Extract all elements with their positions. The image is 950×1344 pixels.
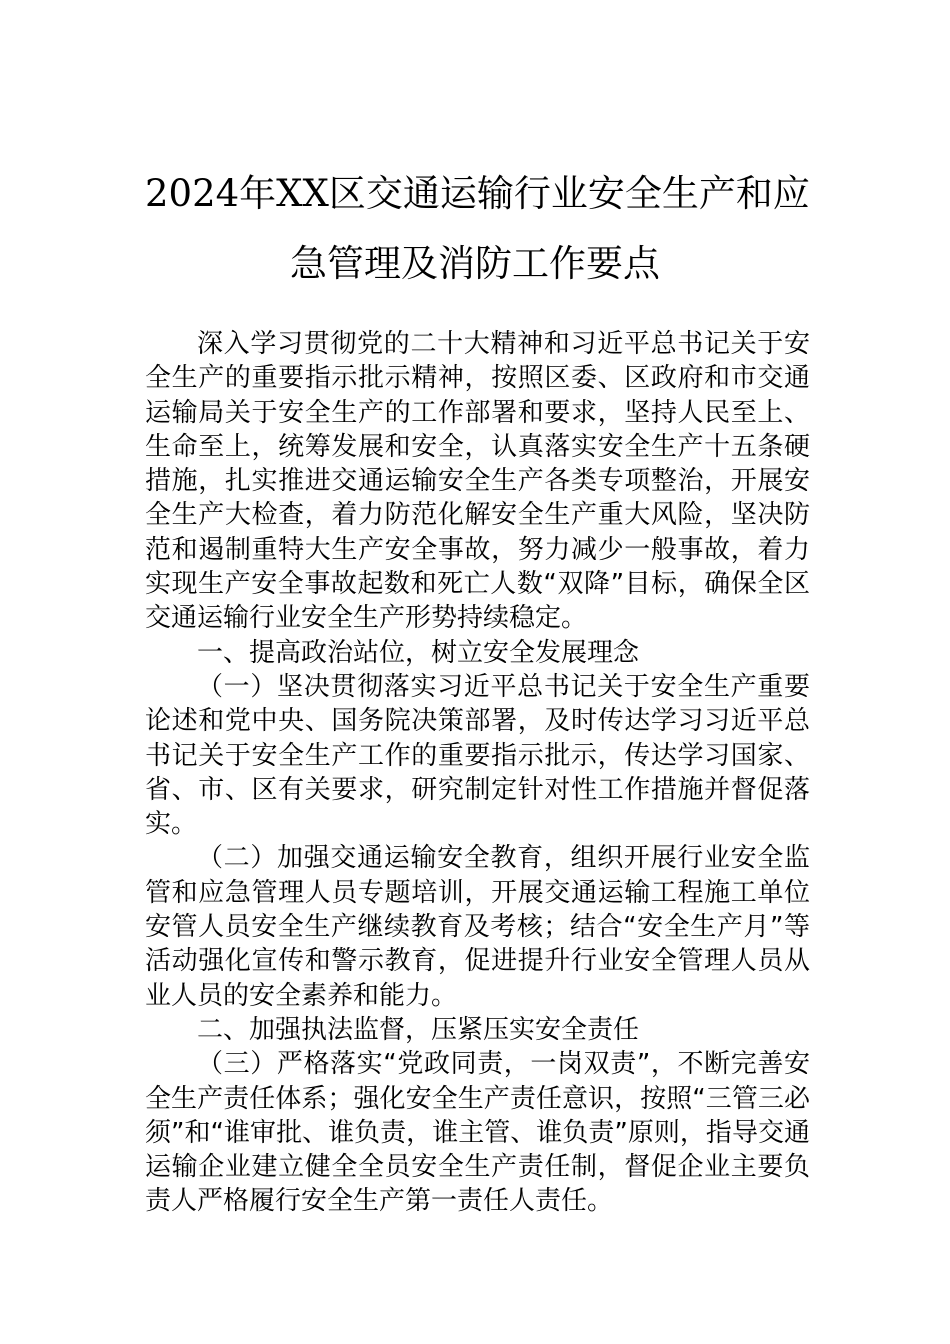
document-title-line-1: 2024年XX区交通运输行业安全生产和应 (145, 172, 810, 215)
section-heading-1: 一、提高政治站位，树立安全发展理念 (197, 637, 640, 668)
item-paragraph-1: （一）坚决贯彻落实习近平总书记关于安全生产重要论述和党中央、国务院决策部署，及时传达学习习近平总书记关于安全生产工作的重要指示批示，传达学习国家、省、市、区有关要求，研究制定针对性工作措施并督促落实。 (145, 671, 810, 840)
document-body (145, 327, 810, 1219)
item-paragraph-2: （二）加强交通运输安全教育，组织开展行业安全监管和应急管理人员专题培训，开展交通运输工程施工单位安管人员安全生产继续教育及考核；结合“安全生产月”等活动强化宣传和警示教育，促进提升行业安全管理人员从业人员的安全素养和能力。 (145, 843, 810, 1011)
section-heading-2: 二、加强执法监督，压紧压实安全责任 (197, 1014, 640, 1045)
intro-paragraph: 深入学习贯彻党的二十大精神和习近平总书记关于安全生产的重要指示批示精神，按照区委、区政府和市交通运输局关于安全生产的工作部署和要求，坚持人民至上、生命至上，统筹发展和安全，认真落实安全生产十五条硬措施，扎实推进交通运输安全生产各类专项整治，开展安全生产大检查，着力防范化解安全生产重大风险，坚决防范和遏制重特大生产安全事故，努力减少一般事故，着力实现生产安全事故起数和死亡人数“双降”目标，确保全区交通运输行业安全生产形势持续稳定。 (145, 329, 810, 634)
document-title-line-2: 急管理及消防工作要点 (290, 242, 660, 285)
item-paragraph-3: （三）严格落实“党政同责，一岗双责”，不断完善安全生产责任体系；强化安全生产责任意识，按照“三管三必须”和“谁审批、谁负责，谁主管、谁负责”原则，指导交通运输企业建立健全全员安全生产责任制，督促企业主要负责人严格履行安全生产第一责任人责任。 (145, 1049, 810, 1217)
